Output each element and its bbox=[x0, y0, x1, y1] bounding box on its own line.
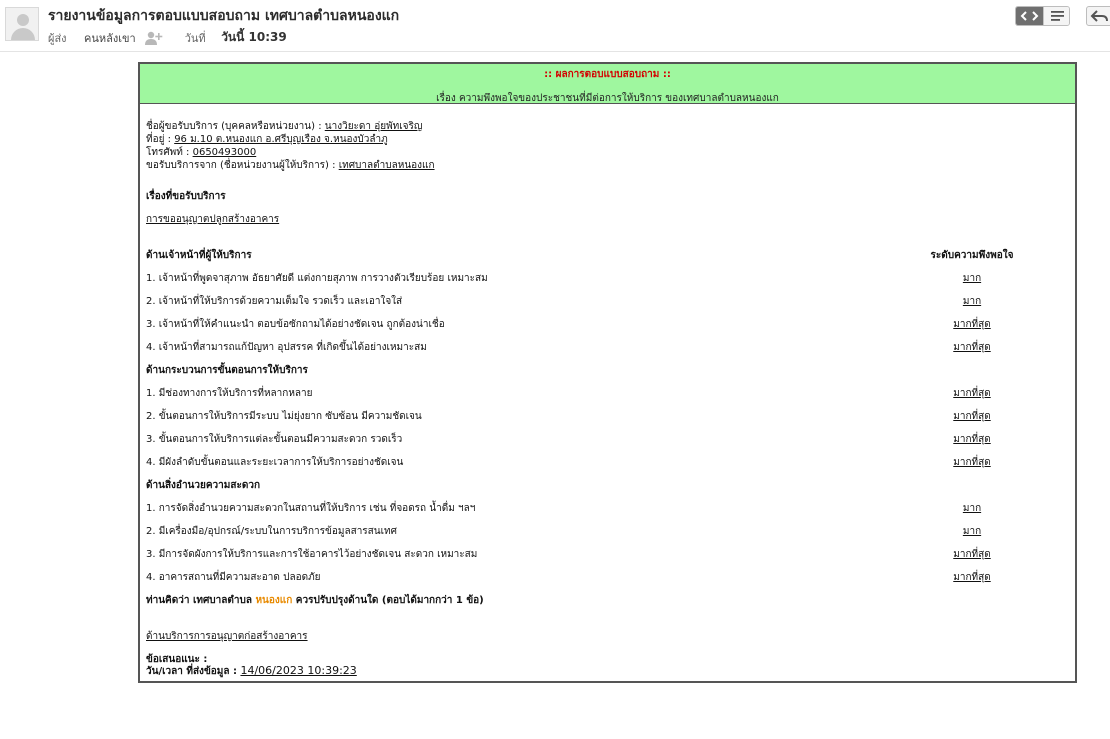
rating-value: มากที่สุด bbox=[953, 342, 991, 353]
avatar-icon bbox=[5, 7, 39, 41]
rating-value: มากที่สุด bbox=[953, 319, 991, 330]
improve-answer: ด้านบริการการอนุญาตก่อสร้างอาคาร bbox=[146, 631, 308, 642]
list-item: 1. เจ้าหน้าที่พูดจาสุภาพ อัธยาศัยดี แต่งกายสุภาพ การวางตัวเรียบร้อย เหมาะสม bbox=[146, 273, 488, 284]
sent-row bbox=[146, 664, 357, 679]
list-item: 1. การจัดสิ่งอำนวยความสะดวกในสถานที่ให้บริการ เช่น ที่จอดรถ น้ำดื่ม ฯลฯ bbox=[146, 503, 476, 514]
address-label: ที่อยู่ : bbox=[146, 134, 175, 145]
reply-icon[interactable] bbox=[1086, 6, 1110, 26]
phone-value: 0650493000 bbox=[192, 147, 257, 158]
add-contact-icon[interactable] bbox=[145, 31, 163, 45]
sender-label: ผู้ส่ง bbox=[48, 31, 67, 45]
text-view-icon[interactable] bbox=[1043, 7, 1070, 25]
list-item: 4. มีผังลำดับขั้นตอนและระยะเวลาการให้บริการอย่างชัดเจน bbox=[146, 457, 404, 468]
list-item: 4. เจ้าหน้าที่สามารถแก้ปัญหา อุปสรรค ที่เกิดขึ้นได้อย่างเหมาะสม bbox=[146, 342, 427, 353]
suggestion-label: ข้อเสนอแนะ : bbox=[146, 654, 208, 665]
sent-value: 14/06/2023 10:39:23 bbox=[240, 664, 357, 677]
rating-value: มาก bbox=[962, 503, 982, 514]
improve-question bbox=[146, 593, 484, 608]
date-label: วันที่ bbox=[184, 31, 206, 45]
view-toggle bbox=[1015, 6, 1070, 26]
list-item: 3. เจ้าหน้าที่ให้คำแนะนำ ตอบข้อซักถามได้อย่างชัดเจน ถูกต้องน่าเชื่อ bbox=[146, 319, 445, 330]
list-item: 4. อาคารสถานที่มีความสะอาด ปลอดภัย bbox=[146, 572, 321, 583]
report-title: :: ผลการตอบแบบสอบถาม :: bbox=[544, 69, 671, 80]
survey-report bbox=[138, 62, 1077, 683]
date-value: วันนี้ 10:39 bbox=[221, 30, 287, 44]
mail-subject: รายงานข้อมูลการตอบแบบสอบถาม เทศบาลตำบลหนองแก bbox=[48, 8, 400, 24]
improve-question-town: หนองแก bbox=[255, 595, 293, 606]
improve-question-part1: ท่านคิดว่า เทศบาลตำบล bbox=[146, 595, 256, 606]
report-subtitle: เรื่อง ความพึงพอใจของประชาชนที่มีต่อการให้บริการ ของเทศบาลตำบลหนองแก bbox=[436, 93, 779, 104]
rating-value: มาก bbox=[962, 296, 982, 307]
address-value: 96 ม.10 ต.หนองแก อ.ศรีบุญเรือง จ.หนองบัวลำภู bbox=[174, 134, 388, 145]
rating-value: มาก bbox=[962, 273, 982, 284]
section-heading-staff: ด้านเจ้าหน้าที่ผู้ให้บริการ bbox=[146, 250, 252, 261]
mail-meta bbox=[48, 28, 287, 47]
sent-label: วัน/เวลา ที่ส่งข้อมูล : bbox=[146, 666, 241, 677]
service-from-row bbox=[146, 158, 435, 173]
rating-value: มากที่สุด bbox=[953, 549, 991, 560]
service-from-label: ขอรับบริการจาก (ชื่อหน่วยงานผู้ให้บริการ) : bbox=[146, 160, 339, 171]
rating-value: มากที่สุด bbox=[953, 411, 991, 422]
rating-value: มากที่สุด bbox=[953, 434, 991, 445]
mail-header bbox=[0, 0, 1110, 52]
improve-question-part2: ควรปรับปรุงด้านใด (ตอบได้มากกว่า 1 ข้อ) bbox=[292, 595, 484, 606]
list-item: 2. มีเครื่องมือ/อุปกรณ์/ระบบในการบริการข้อมูลสารสนเทศ bbox=[146, 526, 397, 537]
rating-header: ระดับความพึงพอใจ bbox=[930, 250, 1014, 261]
requester-value: นางวิยะดา อุ่ยพัทเจริญ bbox=[324, 121, 423, 132]
topic-value: การขออนุญาตปลูกสร้างอาคาร bbox=[146, 214, 280, 225]
topic-heading: เรื่องที่ขอรับบริการ bbox=[146, 191, 226, 202]
list-item: 2. เจ้าหน้าที่ให้บริการด้วยความเต็มใจ รวดเร็ว และเอาใจใส่ bbox=[146, 296, 403, 307]
list-item: 3. ขั้นตอนการให้บริการแต่ละขั้นตอนมีความสะดวก รวดเร็ว bbox=[146, 434, 403, 445]
service-from-value: เทศบาลตำบลหนองแก bbox=[338, 160, 435, 171]
section-heading-facilities: ด้านสิ่งอำนวยความสะดวก bbox=[146, 480, 261, 491]
sender-name[interactable]: คนหลังเขา bbox=[84, 31, 136, 45]
code-view-icon[interactable] bbox=[1016, 7, 1043, 25]
list-item: 1. มีช่องทางการให้บริการที่หลากหลาย bbox=[146, 388, 313, 399]
rating-value: มากที่สุด bbox=[953, 388, 991, 399]
report-header bbox=[140, 64, 1075, 104]
phone-label: โทรศัพท์ : bbox=[146, 147, 193, 158]
rating-value: มากที่สุด bbox=[953, 457, 991, 468]
section-heading-process: ด้านกระบวนการขั้นตอนการให้บริการ bbox=[146, 365, 308, 376]
requester-label: ชื่อผู้ขอรับบริการ (บุคคลหรือหน่วยงาน) : bbox=[146, 121, 325, 132]
list-item: 3. มีการจัดผังการให้บริการและการใช้อาคารไว้อย่างชัดเจน สะดวก เหมาะสม bbox=[146, 549, 478, 560]
list-item: 2. ขั้นตอนการให้บริการมีระบบ ไม่ยุ่งยาก ซับซ้อน มีความชัดเจน bbox=[146, 411, 422, 422]
rating-value: มากที่สุด bbox=[953, 572, 991, 583]
rating-value: มาก bbox=[962, 526, 982, 537]
